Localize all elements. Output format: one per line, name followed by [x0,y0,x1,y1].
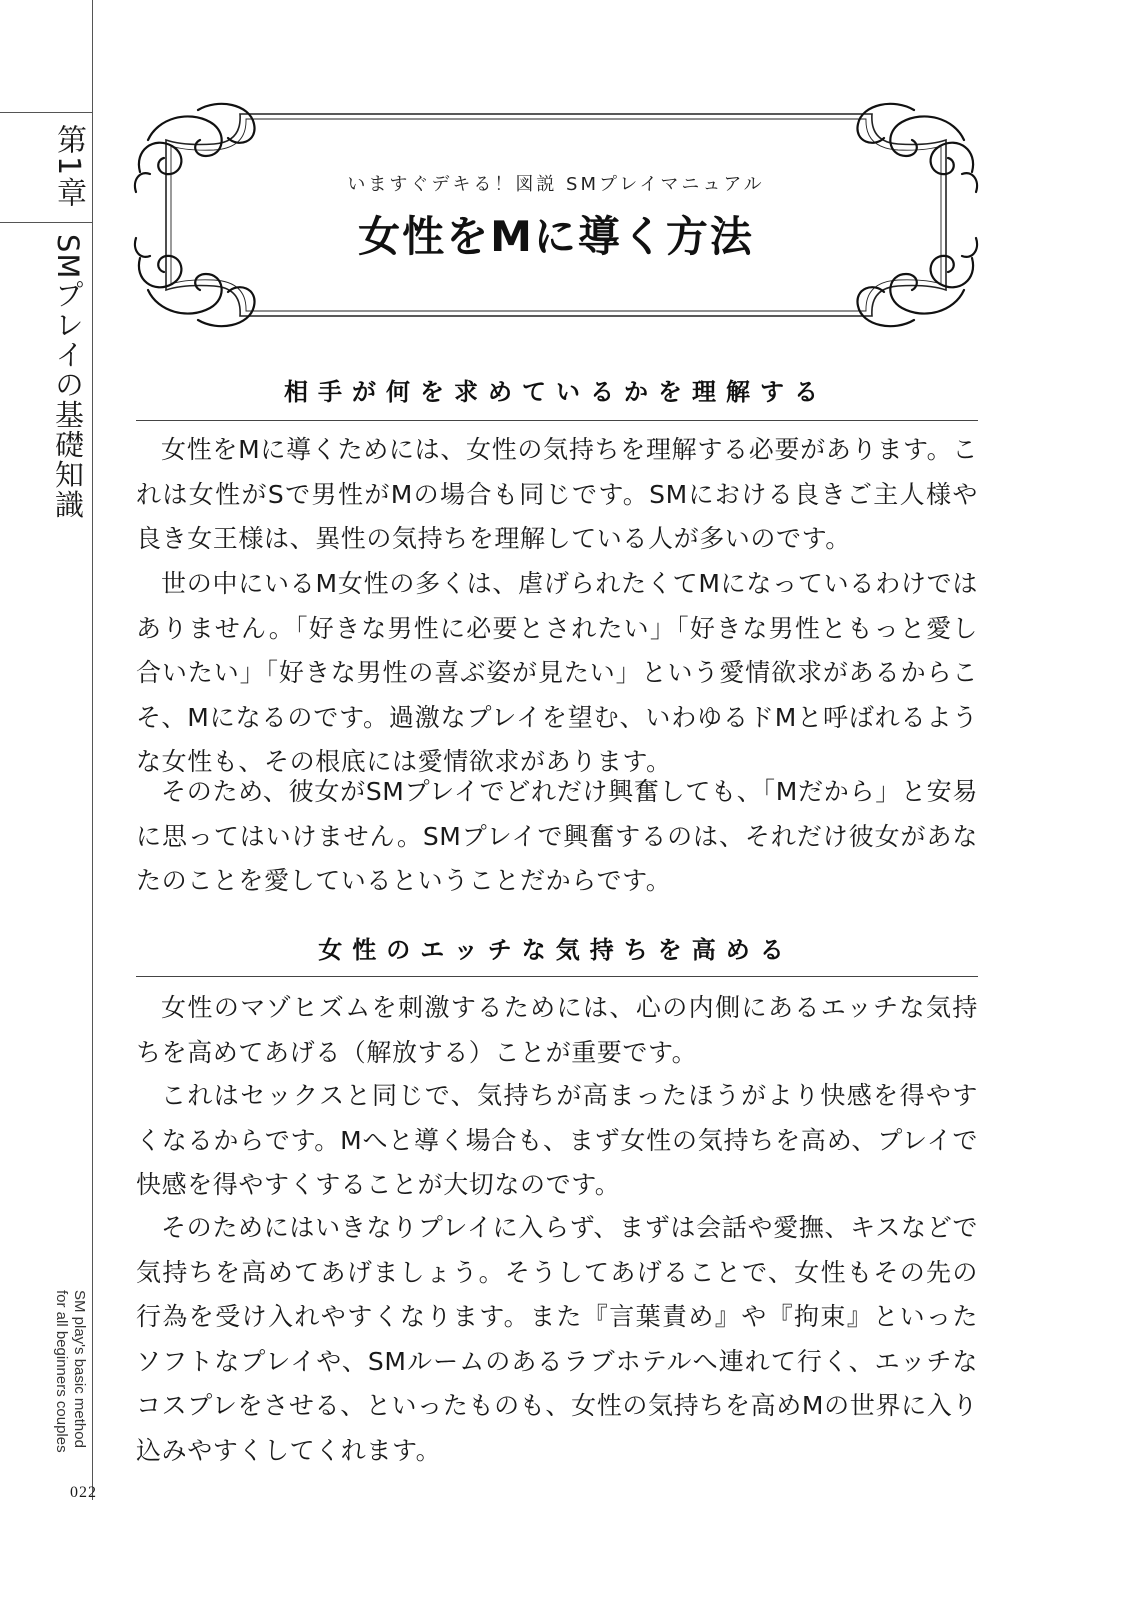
paragraph: そのためにはいきなりプレイに入らず、まずは会話や愛撫、キスなどで気持ちを高めてあげましょう。そうしてあげることで、女性もその先の行為を受け入れやすくなります。また『言葉責め』や『拘束』といったソフトなプレイや、SMルームのあるラブホテルへ連れて行く、エッチなコスプレをさせる、といったものも、女性の気持ちを高めMの世界に入り込みやすくしてくれます。 [136,1213,978,1465]
series-label: いますぐデキる！図説 SMプレイマニュアル [347,174,765,195]
section-rule [136,976,978,977]
chapter-label: 第1章 [51,124,86,210]
margin-rule [92,0,93,1500]
paragraph: 世の中にいるM女性の多くは、虐げられたくてMになっているわけではありません。「好きな男性に必要とされたい」「好きな男性ともっと愛し合いたい」「好きな男性の喜ぶ姿が見たい」という愛情欲求があるからこそ、Mになるのです。過激なプレイを望む、いわゆるドMと呼ばれるような女性も、その根底には愛情欲求があります。 [136,569,978,776]
paragraph: 女性のマゾヒズムを刺激するためには、心の内側にあるエッチな気持ちを高めてあげる（解放する）ことが重要です。 [136,993,978,1067]
paragraph: 女性をMに導くためには、女性の気持ちを理解する必要があります。これは女性がSで男性がMの場合も同じです。SMにおける良きご主人様や良き女王様は、異性の気持ちを理解している人が多いのです。 [136,435,978,553]
paragraph: そのため、彼女がSMプレイでどれだけ興奮しても、「Mだから」と安易に思ってはいけません。SMプレイで興奮するのは、それだけ彼女があなたのことを愛しているということだからです。 [136,777,978,895]
page-number: 022 [70,1484,97,1501]
english-book-title: SM play's basic method for all beginners couples [53,1290,88,1453]
page-title: 女性をMに導く方法 [358,212,754,261]
sidebar-divider-top [0,112,92,113]
section-rule [136,420,978,421]
paragraph: これはセックスと同じで、気持ちが高まったほうがより快感を得やすくなるからです。Mへと導く場合も、まず女性の気持ちを高め、プレイで快感を得やすくすることが大切なのです。 [136,1081,978,1199]
section-heading: 相手が何を求めているかを理解する [284,378,828,406]
section-heading: 女性のエッチな気持ちを高める [318,936,794,964]
sidebar-divider-middle [0,222,92,223]
chapter-title: SMプレイの基礎知識 [51,234,85,520]
